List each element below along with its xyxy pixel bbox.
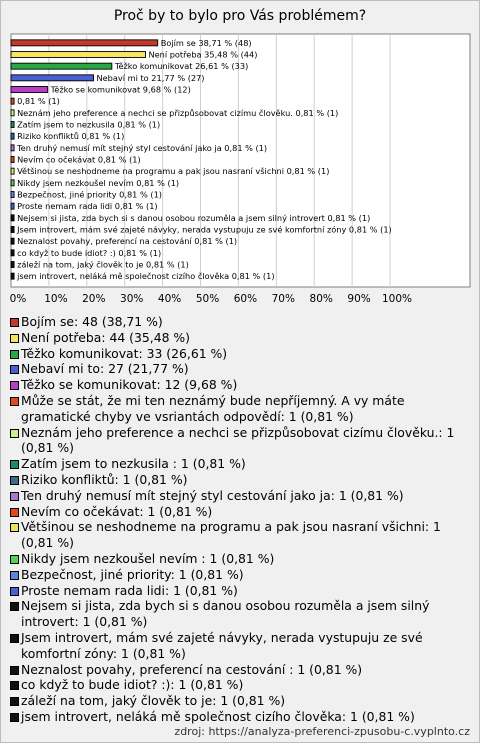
x-tick-label: 60% (233, 293, 258, 305)
data-label: Není potřeba 35,48 % (44) (148, 49, 258, 60)
data-label: záleží na tom, jaký člověk to je 0,81 % (1) (17, 259, 189, 270)
bar (11, 168, 14, 174)
bar (11, 203, 14, 209)
legend-swatch (10, 381, 19, 390)
legend-label: záleží na tom, jaký člověk to je: 1 (0,81 %) (21, 693, 286, 709)
x-tick-label: 20% (82, 293, 106, 305)
legend-swatch (10, 681, 19, 690)
legend-label: Může se stát, že mi ten neznámý bude nepříjemný. A vy máte gramatické chyby ve vsriantách odpovědí: 1 (0,81 %) (21, 392, 405, 424)
data-label: Nebaví mi to 21,77 % (27) (96, 72, 205, 83)
data-label: Neznám jeho preference a nechci se přizpůsobovat cizímu člověku. 0,81 % (1) (17, 107, 339, 118)
legend-item (10, 630, 472, 662)
legend-item (10, 677, 472, 693)
bar (11, 133, 14, 139)
legend-swatch (10, 602, 19, 611)
bar (11, 63, 112, 69)
legend-item (10, 456, 472, 472)
data-label: Ten druhý nemusí mít stejný styl cestování jako ja 0,81 % (1) (17, 142, 268, 153)
legend-swatch (10, 571, 19, 580)
bar (11, 110, 14, 116)
bar (11, 192, 14, 198)
legend-label: Většinou se neshodneme na programu a pak jsou nasraní všichni: 1 (0,81 %) (21, 519, 441, 551)
legend-swatch (10, 476, 19, 485)
chart-legend (10, 314, 472, 725)
legend-swatch (10, 587, 19, 596)
legend-label: Těžko komunikovat: 33 (26,61 %) (21, 345, 228, 361)
data-label: Většinou se neshodneme na programu a pak jsou nasraní všichni 0,81 % (1) (17, 166, 330, 177)
legend-label: Neznám jeho preference a nechci se přizpůsobovat cizímu člověku.: 1 (0,81 %) (21, 424, 455, 456)
data-label: Nevím co očekávat 0,81 % (1) (17, 154, 141, 165)
data-label: 0,81 % (1) (17, 96, 60, 107)
bar (11, 87, 48, 93)
legend-swatch (10, 508, 19, 517)
legend-item (10, 314, 472, 330)
data-label: co když to bude idiot? :) 0,81 % (1) (17, 247, 162, 258)
legend-item (10, 488, 472, 504)
legend-swatch (10, 634, 19, 643)
x-tick-label: 70% (271, 293, 295, 305)
bar-chart-plot (0, 0, 480, 310)
legend-swatch (10, 492, 19, 501)
x-tick-label: 30% (120, 293, 144, 305)
legend-swatch (10, 523, 19, 532)
legend-label: Nejsem si jista, zda bych si s danou osobou rozuměla a jsem silný introvert: 1 (0,81 %) (21, 598, 430, 630)
bar (11, 180, 14, 186)
legend-label: Bojím se: 48 (38,71 %) (21, 314, 163, 329)
legend-item (10, 425, 472, 457)
legend-swatch (10, 365, 19, 374)
legend-item (10, 709, 472, 725)
legend-item (10, 551, 472, 567)
legend-label: Zatím jsem to nezkusila : 1 (0,81 %) (21, 456, 246, 472)
legend-swatch (10, 350, 19, 359)
legend-swatch (10, 397, 19, 406)
x-tick-label: 50% (195, 293, 220, 305)
bar (11, 40, 158, 46)
x-tick-label: 10% (44, 293, 68, 305)
legend-swatch (10, 334, 19, 343)
data-label: Jsem introvert, mám své zajeté návyky, nerada vystupuju ze své komfortní zóny 0,81 % (1) (17, 224, 392, 235)
x-tick-label: 100% (381, 293, 413, 305)
chart-title: Proč by to bylo pro Vás problémem? (113, 8, 367, 24)
data-label: Nikdy jsem nezkoušel nevím 0,81 % (1) (17, 177, 180, 188)
data-label: Nejsem si jista, zda bych si s danou osobou rozuměla a jsem silný introvert 0,81 % (1) (17, 212, 371, 223)
bar (11, 145, 14, 151)
bar (11, 98, 14, 104)
legend-label: Není potřeba: 44 (35,48 %) (21, 329, 191, 345)
legend-item (10, 472, 472, 488)
data-label: Riziko konfliktů 0,81 % (1) (17, 131, 125, 142)
bar (11, 262, 14, 268)
bar (11, 250, 14, 256)
bar (11, 227, 14, 233)
data-label: Neznalost povahy, preferencí na cestování 0,81 % (1) (17, 236, 238, 247)
bar (11, 52, 145, 58)
legend-item (10, 693, 472, 709)
legend-item (10, 583, 472, 599)
bar (11, 215, 14, 221)
legend-item (10, 393, 472, 425)
legend-item (10, 567, 472, 583)
legend-item (10, 361, 472, 377)
x-tick-label: 80% (309, 293, 333, 305)
data-label: Těžko se komunikovat 9,68 % (12) (50, 84, 191, 95)
legend-item (10, 330, 472, 346)
legend-item (10, 346, 472, 362)
legend-label: Nikdy jsem nezkoušel nevím : 1 (0,81 %) (21, 550, 275, 566)
legend-label: jsem introvert, neláká mě společnost cizího člověka: 1 (0,81 %) (21, 708, 415, 724)
legend-swatch (10, 697, 19, 706)
x-tick-label: 90% (347, 293, 371, 305)
legend-label: Ten druhý nemusí mít stejný styl cestování jako ja: 1 (0,81 %) (21, 487, 404, 503)
source-link[interactable]: zdroj: https://analyza-preferenci-zpusobu-c.vyplnto.cz (174, 725, 470, 738)
bar (11, 157, 14, 163)
legend-item (10, 377, 472, 393)
data-label: Těžko komunikovat 26,61 % (33) (114, 61, 249, 72)
legend-item (10, 662, 472, 678)
legend-item (10, 504, 472, 520)
legend-swatch (10, 318, 19, 327)
legend-swatch (10, 713, 19, 722)
legend-item (10, 519, 472, 551)
legend-label: Jsem introvert, mám své zajeté návyky, nerada vystupuju ze své komfortní zóny: 1 (0,81 %) (21, 629, 423, 661)
data-label: Bezpečnost, jiné priority 0,81 % (1) (17, 189, 162, 200)
legend-swatch (10, 666, 19, 675)
legend-label: Těžko se komunikovat: 12 (9,68 %) (21, 377, 238, 393)
legend-label: Neznalost povahy, preferencí na cestování : 1 (0,81 %) (21, 661, 363, 677)
data-label: Proste nemam rada lidi 0,81 % (1) (17, 201, 158, 212)
legend-label: Proste nemam rada lidi: 1 (0,81 %) (21, 582, 238, 598)
data-label: Zatím jsem to nezkusila 0,81 % (1) (17, 119, 161, 130)
legend-label: Bezpečnost, jiné priority: 1 (0,81 %) (21, 566, 244, 582)
legend-label: Riziko konfliktů: 1 (0,81 %) (21, 471, 188, 487)
bar (11, 75, 94, 81)
x-tick-label: 40% (157, 293, 182, 305)
legend-label: co když to bude idiot? :): 1 (0,81 %) (21, 677, 244, 693)
legend-item (10, 598, 472, 630)
legend-swatch (10, 555, 19, 564)
legend-swatch (10, 460, 19, 469)
legend-swatch (10, 429, 19, 438)
data-label: jsem introvert, neláká mě společnost cizího člověka 0,81 % (1) (17, 271, 275, 282)
bar (11, 122, 14, 128)
legend-label: Nebaví mi to: 27 (21,77 %) (21, 361, 189, 377)
bar (11, 238, 14, 244)
bar (11, 273, 14, 279)
data-label: Bojím se 38,71 % (48) (160, 37, 252, 48)
x-tick-label: 0% (9, 293, 27, 305)
legend-label: Nevím co očekávat: 1 (0,81 %) (21, 503, 213, 519)
